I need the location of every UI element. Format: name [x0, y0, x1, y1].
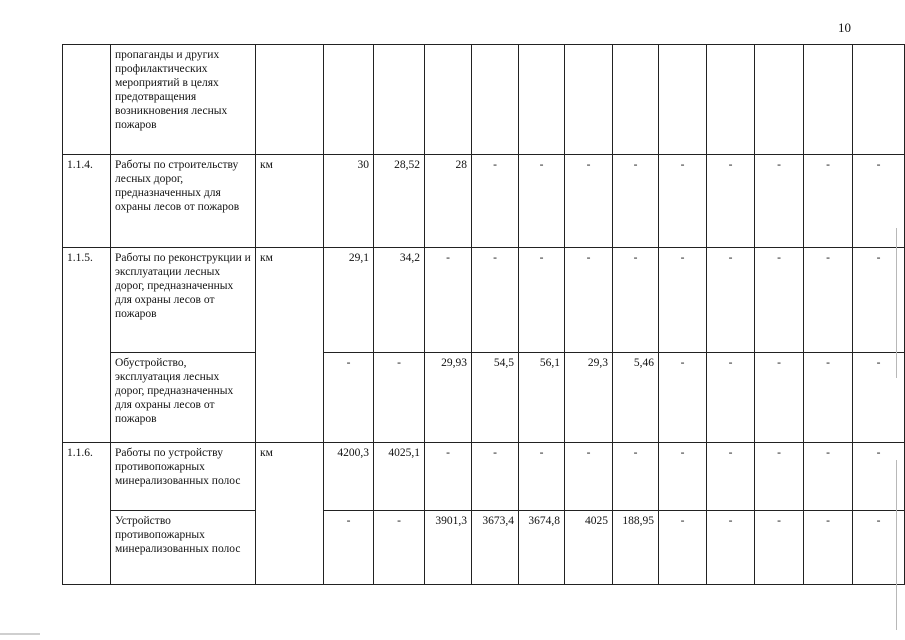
table-body [63, 45, 905, 585]
value-cell: 28 [425, 155, 472, 248]
value-cell: 56,1 [519, 353, 565, 443]
unit-cell: км [256, 248, 324, 443]
value-cell [472, 45, 519, 155]
item-code-cell: 1.1.6. [63, 443, 111, 585]
value-cell: - [472, 443, 519, 511]
value-cell: - [659, 155, 707, 248]
value-cell: - [519, 155, 565, 248]
value-cell: - [613, 443, 659, 511]
value-cell: - [374, 353, 425, 443]
value-cell: 5,46 [613, 353, 659, 443]
value-cell: 3674,8 [519, 511, 565, 585]
value-cell [425, 45, 472, 155]
value-cell: - [519, 443, 565, 511]
value-cell: - [804, 353, 853, 443]
value-cell: - [659, 248, 707, 353]
value-cell: - [565, 443, 613, 511]
value-cell: - [707, 511, 755, 585]
value-cell: - [374, 511, 425, 585]
value-cell: - [804, 155, 853, 248]
value-cell: 4025,1 [374, 443, 425, 511]
value-cell [324, 45, 374, 155]
scan-artifact [896, 228, 897, 378]
item-code-cell: 1.1.4. [63, 155, 111, 248]
value-cell: 29,1 [324, 248, 374, 353]
value-cell: 188,95 [613, 511, 659, 585]
value-cell [565, 45, 613, 155]
item-code-cell [63, 45, 111, 155]
value-cell: - [853, 353, 905, 443]
value-cell: - [707, 353, 755, 443]
table-row [63, 248, 905, 353]
work-name-cell: Работы по реконструкции и эксплуатации лесных дорог, предназначенных для охраны лесов от пожаров [111, 248, 256, 353]
value-cell: - [755, 248, 804, 353]
work-name-cell: Обустройство, эксплуатация лесных дорог, предназначенных для охраны лесов от пожаров [111, 353, 256, 443]
value-cell: 54,5 [472, 353, 519, 443]
table-row [63, 511, 905, 585]
work-name-cell: Устройство противопожарных минерализованных полос [111, 511, 256, 585]
value-cell: - [755, 511, 804, 585]
work-name-cell: Работы по устройству противопожарных минерализованных полос [111, 443, 256, 511]
value-cell: - [755, 353, 804, 443]
value-cell: - [565, 248, 613, 353]
value-cell [853, 45, 905, 155]
value-cell: - [324, 511, 374, 585]
value-cell [659, 45, 707, 155]
value-cell: 29,93 [425, 353, 472, 443]
value-cell: - [853, 511, 905, 585]
work-name-cell: пропаганды и других профилактических мероприятий в целях предотвращения возникновения лесных пожаров [111, 45, 256, 155]
value-cell: - [804, 248, 853, 353]
value-cell: - [324, 353, 374, 443]
value-cell: - [755, 443, 804, 511]
value-cell: 3673,4 [472, 511, 519, 585]
item-code-cell: 1.1.5. [63, 248, 111, 443]
table-row [63, 45, 905, 155]
work-name-cell: Работы по строительству лесных дорог, предназначенных для охраны лесов от пожаров [111, 155, 256, 248]
value-cell: - [659, 353, 707, 443]
value-cell: - [565, 155, 613, 248]
value-cell [613, 45, 659, 155]
unit-cell: км [256, 443, 324, 585]
value-cell: 4025 [565, 511, 613, 585]
scan-artifact [0, 633, 40, 635]
unit-cell [256, 45, 324, 155]
value-cell: - [707, 155, 755, 248]
value-cell: - [425, 248, 472, 353]
value-cell: - [519, 248, 565, 353]
value-cell [519, 45, 565, 155]
table-row [63, 353, 905, 443]
unit-cell: км [256, 155, 324, 248]
value-cell [707, 45, 755, 155]
value-cell: - [804, 511, 853, 585]
value-cell: - [804, 443, 853, 511]
value-cell [804, 45, 853, 155]
value-cell: - [425, 443, 472, 511]
value-cell: 4200,3 [324, 443, 374, 511]
value-cell: - [853, 155, 905, 248]
value-cell: 30 [324, 155, 374, 248]
value-cell: 3901,3 [425, 511, 472, 585]
value-cell: - [613, 248, 659, 353]
value-cell: - [613, 155, 659, 248]
value-cell: - [755, 155, 804, 248]
value-cell: - [853, 248, 905, 353]
value-cell: - [707, 443, 755, 511]
value-cell: - [659, 443, 707, 511]
value-cell: - [853, 443, 905, 511]
value-cell [374, 45, 425, 155]
value-cell: 28,52 [374, 155, 425, 248]
table-row [63, 155, 905, 248]
value-cell: - [707, 248, 755, 353]
value-cell: - [659, 511, 707, 585]
value-cell: 29,3 [565, 353, 613, 443]
value-cell [755, 45, 804, 155]
scan-artifact [896, 460, 897, 630]
page-number: 10 [838, 20, 851, 35]
value-cell: - [472, 248, 519, 353]
value-cell: - [472, 155, 519, 248]
value-cell: 34,2 [374, 248, 425, 353]
table-row [63, 443, 905, 511]
forest-fire-works-table [62, 44, 905, 585]
